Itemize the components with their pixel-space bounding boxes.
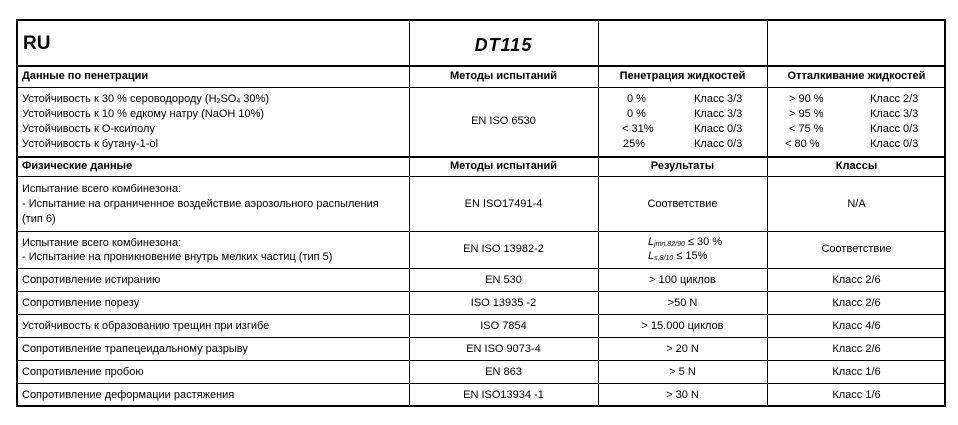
physical-row-method: EN 530 — [485, 274, 522, 286]
physical-row-label: Сопротивление порезу — [22, 297, 140, 309]
liquid-penetration-header: Пенетрация жидкостей — [619, 70, 746, 82]
repellency-class: Класс 2/3 — [870, 93, 919, 105]
row-divider — [18, 231, 944, 232]
particle-test-label: - Испытание на проникновение внутрь мелких частиц (тип 5) — [22, 251, 333, 263]
penetration-class: Класс 3/3 — [694, 93, 743, 105]
particle-test-method: EN ISO 13982-2 — [463, 243, 544, 255]
physical-row-result: >50 N — [667, 297, 698, 309]
row-divider — [18, 268, 944, 269]
particle-test-result-ljmn: $L_{jmn,82/90} \le 30$ % — [648, 236, 723, 248]
spray-test-result: Соответствие — [647, 198, 718, 210]
physical-row-result: > 5 N — [669, 366, 696, 378]
penetration-value: < 31% — [622, 123, 654, 135]
particle-test-result-ls: $L_{s,8/10} \le 15\%$ — [648, 250, 708, 262]
penetration-value: 0 % — [627, 108, 646, 120]
spray-test-label: (тип 6) — [22, 213, 56, 225]
physical-row-label: Сопротивление пробою — [22, 366, 144, 378]
row-divider — [18, 314, 944, 315]
repellency-class: Класс 0/3 — [870, 138, 919, 150]
physical-row-method: ISO 13935 -2 — [470, 297, 537, 309]
physical-row-class: Класс 2/6 — [832, 343, 881, 355]
language-code: RU — [23, 33, 51, 54]
particle-test-label: Испытание всего комбинезона: — [22, 237, 182, 249]
physical-header: Физические данные — [22, 160, 133, 172]
physical-row-class: Класс 1/6 — [832, 389, 881, 401]
physical-row-result: > 30 N — [666, 389, 699, 401]
row-divider — [18, 337, 944, 338]
test-methods-header: Методы испытаний — [450, 160, 557, 172]
physical-row-result: > 100 циклов — [649, 274, 716, 286]
repellency-value: > 90 % — [789, 93, 824, 105]
repellency-class: Класс 3/3 — [870, 108, 919, 120]
row-divider — [18, 383, 944, 384]
repellency-value: < 80 % — [785, 138, 820, 150]
spray-test-label: Испытание всего комбинезона: — [22, 183, 182, 195]
penetration-header: Данные по пенетрации — [22, 70, 149, 82]
penetration-class: Класс 3/3 — [694, 108, 743, 120]
physical-row-label: Устойчивость к образованию трещин при изгибе — [22, 320, 270, 332]
physical-row-class: Класс 4/6 — [832, 320, 881, 332]
row-divider — [18, 291, 944, 292]
physical-row-method: EN 863 — [485, 366, 522, 378]
penetration-row-label: Устойчивость к 30 % сероводороду ($H_2SO_4$ 30%) — [22, 93, 269, 105]
results-header: Результаты — [650, 160, 715, 172]
physical-row-method: ISO 7854 — [480, 320, 527, 332]
physical-row-label: Сопротивление трапецеидальному разрыву — [22, 343, 248, 355]
row-divider — [18, 156, 944, 158]
physical-row-label: Сопротивление деформации растяжения — [22, 389, 235, 401]
row-divider — [18, 360, 944, 361]
test-methods-header: Методы испытаний — [450, 70, 557, 82]
penetration-row-label: Устойчивость к 10 % едкому натру (NaOH 10%) — [22, 108, 265, 120]
repellency-value: > 95 % — [789, 108, 824, 120]
physical-row-class: Класс 2/6 — [832, 297, 881, 309]
physical-row-class: Класс 1/6 — [832, 366, 881, 378]
classes-header: Классы — [835, 160, 878, 172]
model-name: DT115 — [474, 35, 533, 55]
repellency-value: < 75 % — [789, 123, 824, 135]
spec-table — [16, 19, 946, 407]
row-divider — [18, 87, 944, 88]
row-divider — [18, 176, 944, 177]
penetration-class: Класс 0/3 — [694, 123, 743, 135]
penetration-row-label: Устойчивость к O-ксилолу — [22, 123, 155, 135]
physical-row-method: EN ISO13934 -1 — [463, 389, 544, 401]
physical-row-label: Сопротивление истиранию — [22, 274, 161, 286]
physical-row-method: EN ISO 9073-4 — [466, 343, 541, 355]
spray-test-label: - Испытание на ограниченное воздействие аэрозольного распыления — [22, 198, 379, 210]
penetration-row-label: Устойчивость к бутану-1-ol — [22, 138, 159, 150]
particle-test-class: Соответствие — [821, 243, 892, 255]
physical-row-result: > 20 N — [666, 343, 699, 355]
penetration-method: EN ISO 6530 — [471, 115, 536, 127]
penetration-value: 0 % — [627, 93, 646, 105]
spray-test-method: EN ISO17491-4 — [464, 198, 543, 210]
physical-row-result: > 15.000 циклов — [641, 320, 724, 332]
row-divider — [18, 65, 944, 67]
spray-test-class: N/A — [847, 198, 866, 210]
liquid-repellency-header: Отталкивание жидкостей — [787, 70, 926, 82]
repellency-class: Класс 0/3 — [870, 123, 919, 135]
penetration-class: Класс 0/3 — [694, 138, 743, 150]
physical-row-class: Класс 2/6 — [832, 274, 881, 286]
penetration-value: 25% — [623, 138, 646, 150]
